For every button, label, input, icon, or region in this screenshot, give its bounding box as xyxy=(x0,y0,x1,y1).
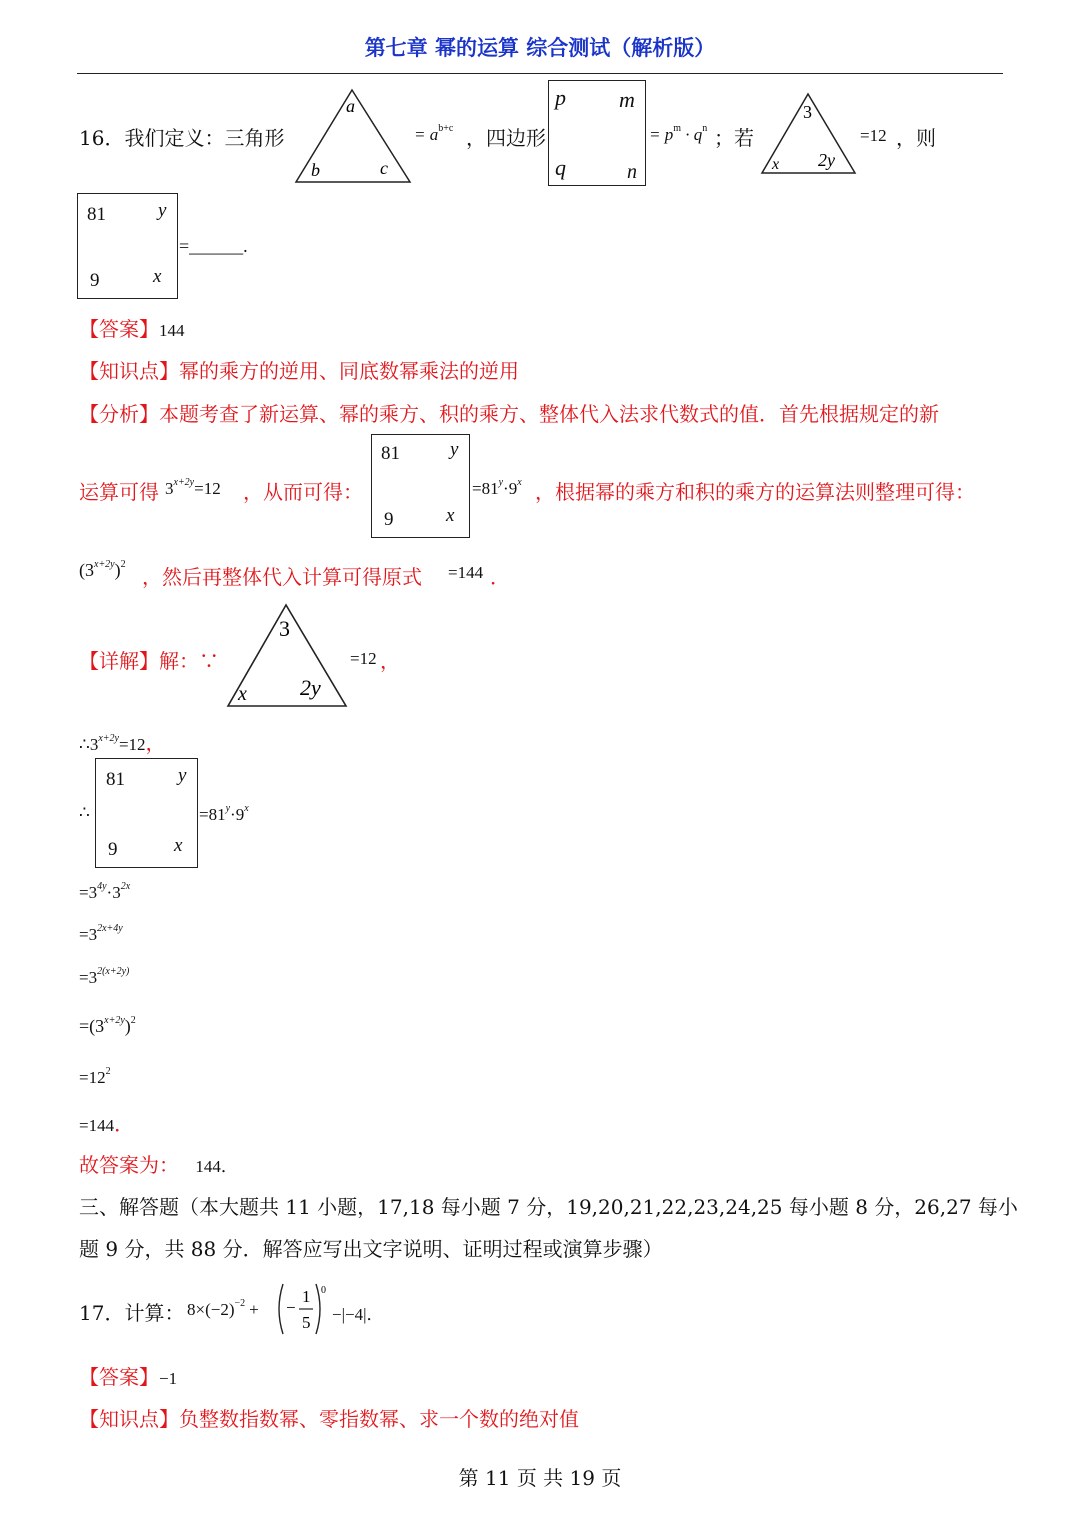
detail-step-5: $=12^2$ xyxy=(79,1066,111,1087)
analysis-quad-81: 81 xyxy=(381,443,400,464)
tri-label-b: b xyxy=(311,160,320,180)
target-quad-y: y xyxy=(158,200,167,221)
header-divider xyxy=(77,73,1003,74)
cond-tri-3: 3 xyxy=(803,102,812,122)
detail-tri-3: 3 xyxy=(279,616,290,641)
q17-knowledge-line: 【知识点】负整数指数幂、零指数幂、求一个数的绝对值 xyxy=(79,1407,579,1431)
q17-exp-zero: 0 xyxy=(321,1285,326,1296)
detail-triangle-figure xyxy=(226,603,350,709)
target-quad-figure xyxy=(77,193,178,299)
detail-quad-x: x xyxy=(174,835,183,856)
tri-label-c: c xyxy=(380,158,388,178)
detail-therefore2: ∴ xyxy=(79,803,90,822)
analysis-line2a: 运算可得 xyxy=(79,480,159,504)
detail-tri-x: x xyxy=(238,683,247,705)
detail-therefore1: $\therefore 3^{x+2y}=12$， xyxy=(79,733,166,755)
detail-quad-eq: $=81^y\cdot 9^x$ xyxy=(199,803,249,824)
quad-label-p: p xyxy=(555,85,566,110)
analysis-line3-eq: =144 xyxy=(448,563,484,582)
detail-quad-figure xyxy=(95,758,198,868)
tri-label-a: a xyxy=(346,96,355,116)
analysis-line2b: ，从而可得： xyxy=(243,480,363,504)
q17-expr-a: $8\times(-2)^{-2}$ + xyxy=(187,1298,259,1319)
analysis-quad-figure xyxy=(371,434,470,538)
analysis-line3-dot: ． xyxy=(490,565,510,589)
detail-step-1: $=3^{4y}\cdot 3^{2x}$ xyxy=(79,881,131,902)
answer-blank: =______. xyxy=(179,236,248,256)
quad-definition-figure xyxy=(548,80,646,186)
conclusion-line: 故答案为： 144． xyxy=(79,1153,238,1177)
q16-prefix: 16．我们定义：三角形 xyxy=(79,126,285,150)
q16-then-word: ，则 xyxy=(896,126,936,150)
detail-step-6: =144． xyxy=(79,1114,135,1136)
analysis-quad-eq: $=81^y\cdot 9^x$ xyxy=(472,477,522,498)
quad-label-m: m xyxy=(619,87,635,112)
detail-quad-y: y xyxy=(178,765,187,786)
quad-label-q: q xyxy=(555,155,566,180)
q17-answer-line: 【答案】−1 xyxy=(79,1365,178,1389)
q16-if-word: ；若 xyxy=(714,126,754,150)
q17-frac-den: 5 xyxy=(302,1313,311,1332)
q17-expr-d: −|−4|． xyxy=(332,1305,384,1324)
q17-frac-num: 1 xyxy=(302,1287,311,1306)
analysis-line1: 【分析】本题考查了新运算、幂的乘方、积的乘方、整体代入法求代数式的值．首先根据规定的新 xyxy=(79,402,939,426)
triangle-definition-figure xyxy=(294,86,414,186)
cond-tri-x: x xyxy=(772,156,780,173)
answer-line: 【答案】144 xyxy=(79,317,185,341)
knowledge-line: 【知识点】幂的乘方的逆用、同底数幂乘法的逆用 xyxy=(79,359,519,383)
tri-definition-eq: = $a^{b+c}$ xyxy=(414,123,454,144)
detail-eq12: =12 xyxy=(350,649,377,668)
detail-tri-2y: 2y xyxy=(300,675,321,700)
detail-quad-9: 9 xyxy=(108,839,118,860)
detail-step-4: $=(3^{x+2y})^2$ xyxy=(79,1015,136,1036)
detail-quad-81: 81 xyxy=(106,769,125,790)
target-quad-81: 81 xyxy=(87,204,106,225)
section3-line2: 题 9 分，共 88 分．解答应写出文字说明、证明过程或演算步骤） xyxy=(79,1237,663,1261)
page-footer: 第 11 页 共 19 页 xyxy=(458,1466,622,1490)
quad-label-n: n xyxy=(627,161,637,183)
detail-label-line: 【详解】解：∵ xyxy=(79,649,219,673)
condition-triangle-figure xyxy=(760,92,858,176)
q17-fraction-expr xyxy=(275,1281,330,1337)
target-quad-9: 9 xyxy=(90,270,100,291)
analysis-line3b: ，然后再整体代入计算可得原式 xyxy=(142,565,422,589)
analysis-quad-x: x xyxy=(446,505,455,526)
q17-frac-sign: − xyxy=(286,1298,296,1317)
analysis-quad-9: 9 xyxy=(384,509,394,530)
section3-line1: 三、解答题（本大题共 11 小题，17,18 每小题 7 分，19,20,21,22,23,24,25 每小题 8 分，26,27 每小 xyxy=(79,1195,1018,1219)
detail-step-3: $=3^{2(x+2y)}$ xyxy=(79,966,130,987)
analysis-quad-y: y xyxy=(450,439,459,460)
page-title: 第七章 幂的运算 综合测试（解析版） xyxy=(364,35,716,60)
detail-step-2: $=3^{2x+4y}$ xyxy=(79,923,123,944)
condition-eq: =12 xyxy=(860,126,887,145)
cond-tri-2y: 2y xyxy=(818,150,835,170)
analysis-line2-eq: $3^{x+2y}=12$ xyxy=(165,477,221,498)
q17-prefix: 17．计算： xyxy=(79,1301,185,1325)
target-quad-x: x xyxy=(153,266,162,287)
q16-quad-word: ，四边形 xyxy=(466,126,546,150)
quad-definition-eq: = $p^m \cdot q^n$ xyxy=(649,123,708,144)
analysis-line3-expr: $(3^{x+2y})^2$ xyxy=(79,559,126,580)
detail-comma: ， xyxy=(380,649,400,673)
analysis-line2c: ，根据幂的乘方和积的乘方的运算法则整理可得： xyxy=(535,480,975,504)
